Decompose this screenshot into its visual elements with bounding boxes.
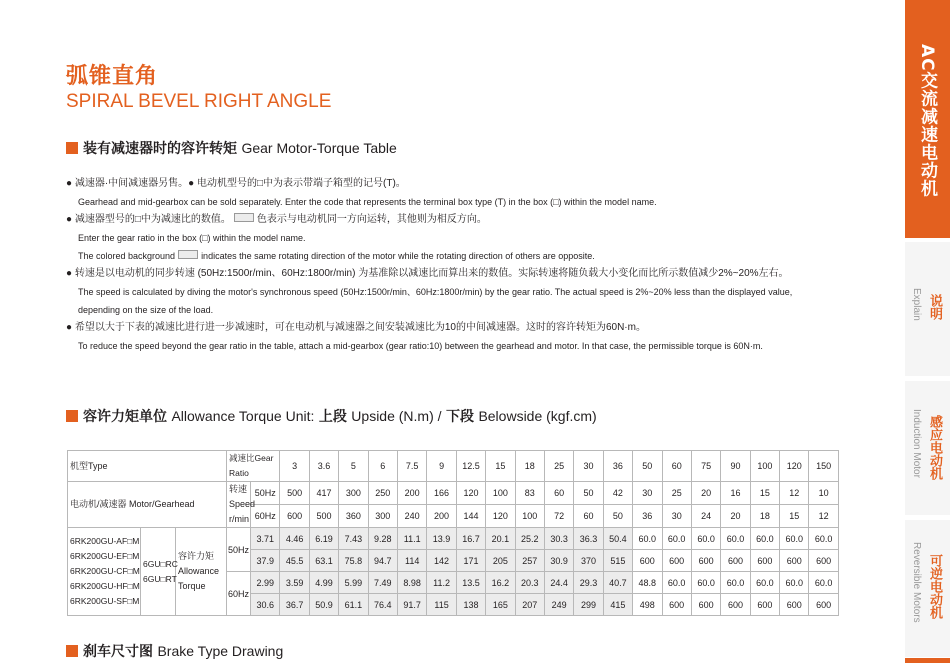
torque-cell: 16.7 [456,528,485,550]
speed-cell: 500 [280,482,309,505]
speed-cell: 83 [515,482,544,505]
ratio-cell: 15 [486,451,515,482]
torque-cell: 5.99 [339,572,368,594]
note-3-en1: The speed is calculated by diving the motor's synchronous speed (50Hz:1500r/min、60Hz:1800r/min) by the gear ratio. The actual speed is 2%~20% less than the displayed value, [78,287,793,297]
speed-cell: 200 [397,482,426,505]
header-speed: 转速Speed r/min [227,482,251,528]
torque-cell: 600 [809,594,838,616]
torque-cell: 370 [574,550,603,572]
section-title-zh: 容许力矩单位 [83,409,167,425]
ratio-cell: 100 [750,451,779,482]
torque-cell: 13.9 [427,528,456,550]
speed-cell: 144 [456,505,485,528]
section-allowance-torque [66,407,597,426]
torque-cell: 24.4 [544,572,573,594]
torque-cell: 415 [603,594,632,616]
speed-cell: 12 [780,482,809,505]
torque-cell: 30.9 [544,550,573,572]
torque-cell: 20.3 [515,572,544,594]
note-4-zh: ● 希望以大于下表的减速比进行进一步减速时，可在电动机与减速器之间安装减速比为10的中间减速器。这时的容许转矩为60N·m。 [66,322,646,333]
torque-cell: 30.3 [544,528,573,550]
torque-cell: 16.2 [486,572,515,594]
speed-cell: 120 [486,505,515,528]
torque-cell: 75.8 [339,550,368,572]
speed-cell: 166 [427,482,456,505]
torque-cell: 249 [544,594,573,616]
side-tab-ac-motor[interactable] [905,0,950,238]
ratio-cell: 3 [280,451,309,482]
torque-cell: 138 [456,594,485,616]
torque-cell: 60.0 [721,572,750,594]
torque-cell: 37.9 [251,550,280,572]
speed-cell: 60 [574,505,603,528]
speed-cell: 300 [339,482,368,505]
torque-cell: 8.98 [397,572,426,594]
torque-cell: 600 [809,550,838,572]
torque-cell: 207 [515,594,544,616]
torque-cell: 600 [721,594,750,616]
torque-cell: 91.7 [397,594,426,616]
page-title-en: SPIRAL BEVEL RIGHT ANGLE [66,91,332,112]
header-allowance-torque: 容许力矩 Allowance Torque [176,528,227,616]
page-title-zh: 弧锥直角 [66,64,159,89]
torque-cell: 11.2 [427,572,456,594]
torque-cell: 142 [427,550,456,572]
note-3-zh: ● 转速是以电动机的同步转速 (50Hz:1500r/min、60Hz:1800r/min) 为基准除以减速比而算出来的数值。实际转速将随负载大小变化而比所示数值减少2%~20%左右。 [66,268,789,279]
belowside-unit: Belowside (kgf.cm) [478,408,597,424]
note-2-zh-b: 色表示与电动机同一方向运转，其他则为相反方向。 [256,214,487,225]
ratio-cell: 9 [427,451,456,482]
belowside-label: 下段 [445,409,474,425]
speed-cell: 18 [750,505,779,528]
table-row-ratio [68,451,839,482]
torque-cell: 60.0 [750,528,779,550]
square-bullet-icon [66,142,78,154]
ratio-cell: 150 [809,451,838,482]
side-tab-label-zh: 说明 [927,294,942,320]
torque-50hz-label: 50Hz [227,528,251,572]
note-2-zh [66,211,856,229]
speed-cell: 42 [603,482,632,505]
speed-cell: 417 [309,482,338,505]
speed-cell: 25 [662,482,691,505]
speed-cell: 300 [368,505,397,528]
color-swatch-icon [234,213,254,222]
torque-cell: 11.1 [397,528,426,550]
square-bullet-icon [66,645,78,657]
header-gear-ratio: 减速比Gear Ratio [227,451,280,482]
torque-cell: 4.46 [280,528,309,550]
torque-cell: 600 [750,550,779,572]
speed-cell: 600 [280,505,309,528]
torque-cell: 600 [750,594,779,616]
torque-cell: 515 [603,550,632,572]
torque-cell: 60.0 [691,528,720,550]
speed-cell: 200 [427,505,456,528]
header-type: 机型Type [68,451,227,482]
section-title-zh: 装有减速器时的容许转矩 [83,141,237,157]
ratio-cell: 120 [780,451,809,482]
side-tab-label-en: Induction Motor [911,409,922,478]
torque-cell: 36.7 [280,594,309,616]
ratio-cell: 3.6 [309,451,338,482]
speed-cell: 24 [691,505,720,528]
gearhead-models: 6GU□RC 6GU□RT [141,528,176,616]
section-gear-motor-torque [66,139,397,158]
side-tab-explain[interactable] [905,242,950,376]
note-2-en1: Enter the gear ratio in the box (□) within the model name. [78,233,306,243]
speed-cell: 100 [515,505,544,528]
torque-cell: 60.0 [662,572,691,594]
ratio-cell: 60 [662,451,691,482]
torque-cell: 25.2 [515,528,544,550]
torque-cell: 29.3 [574,572,603,594]
torque-cell: 13.5 [456,572,485,594]
torque-cell: 45.5 [280,550,309,572]
speed-cell: 36 [633,505,662,528]
upside-unit: Upside (N.m) / [351,408,442,424]
ratio-cell: 12.5 [456,451,485,482]
ratio-cell: 7.5 [397,451,426,482]
torque-cell: 60.0 [750,572,779,594]
speed-cell: 20 [691,482,720,505]
speed-cell: 120 [456,482,485,505]
side-tab-label-zh: 可逆电动机 [927,554,942,619]
speed-cell: 60 [544,482,573,505]
speed-cell: 360 [339,505,368,528]
torque-cell: 205 [486,550,515,572]
note-2-en2 [66,247,856,265]
section-title-en: Gear Motor-Torque Table [241,140,397,156]
torque-cell: 60.0 [809,572,838,594]
section-title-en: Brake Type Drawing [157,643,284,659]
torque-cell: 48.8 [633,572,662,594]
note-2-en2-a: The colored background [78,251,176,261]
side-tab-label-en: Explain [911,288,922,321]
table-row-t50-nm [68,528,839,550]
speed-cell: 12 [809,505,838,528]
ratio-cell: 36 [603,451,632,482]
speed-cell: 30 [662,505,691,528]
torque-cell: 76.4 [368,594,397,616]
section-title-en: Allowance Torque Unit: [171,408,315,424]
torque-cell: 60.0 [633,528,662,550]
header-60hz: 60Hz [251,505,280,528]
torque-cell: 7.43 [339,528,368,550]
torque-cell: 60.0 [691,572,720,594]
torque-cell: 30.6 [251,594,280,616]
speed-cell: 10 [809,482,838,505]
torque-cell: 61.1 [339,594,368,616]
speed-cell: 15 [750,482,779,505]
torque-cell: 165 [486,594,515,616]
torque-cell: 40.7 [603,572,632,594]
speed-cell: 240 [397,505,426,528]
note-1-zh: ● 减速器·中间减速器另售。● 电动机型号的□中为表示带端子箱型的记号(T)。 [66,178,406,189]
torque-cell: 6.19 [309,528,338,550]
side-tab-reversible[interactable] [905,520,950,657]
torque-cell: 498 [633,594,662,616]
square-bullet-icon [66,410,78,422]
torque-60hz-label: 60Hz [227,572,251,616]
header-motor-gearhead: 电动机/减速器 Motor/Gearhead [68,482,227,528]
torque-cell: 4.99 [309,572,338,594]
torque-cell: 600 [721,550,750,572]
side-tab-bottom-bar [905,658,950,663]
speed-cell: 30 [633,482,662,505]
speed-cell: 20 [721,505,750,528]
torque-cell: 60.0 [721,528,750,550]
torque-cell: 171 [456,550,485,572]
notes-block [66,175,856,355]
note-4-en: To reduce the speed beyond the gear ratio in the table, attach a mid-gearbox (gear ratio:10) between the gearhead and motor. In that case, the permissible torque is 60N·m. [78,341,763,351]
torque-cell: 600 [780,550,809,572]
torque-cell: 3.71 [251,528,280,550]
torque-cell: 50.4 [603,528,632,550]
section-title-zh: 刹车尺寸图 [83,644,153,660]
color-swatch-icon [178,250,198,259]
speed-cell: 50 [574,482,603,505]
side-tab-label-en: Reversible Motors [911,542,922,623]
section-brake-drawing [66,642,283,661]
ratio-cell: 30 [574,451,603,482]
note-3-en2: depending on the size of the load. [78,305,214,315]
torque-cell: 257 [515,550,544,572]
torque-cell: 20.1 [486,528,515,550]
torque-cell: 600 [691,550,720,572]
speed-cell: 500 [309,505,338,528]
torque-cell: 50.9 [309,594,338,616]
torque-cell: 60.0 [780,528,809,550]
torque-cell: 60.0 [809,528,838,550]
note-1-en: Gearhead and mid-gearbox can be sold separately. Enter the code that represents the terminal box type (T) in the box (□) within the model name. [78,197,657,207]
side-tab-induction[interactable] [905,381,950,515]
note-2-zh-a: ● 减速器型号的□中为减速比的数值。 [66,214,231,225]
header-50hz: 50Hz [251,482,280,505]
side-tab-label: AC交流减速电动机 [917,44,937,198]
speed-cell: 100 [486,482,515,505]
motor-models: 6RK200GU-AF□M 6RK200GU-EF□M 6RK200GU-CF□M 6RK200GU-HF□M 6RK200GU-SF□M [68,528,141,616]
ratio-cell: 50 [633,451,662,482]
torque-cell: 60.0 [780,572,809,594]
torque-cell: 115 [427,594,456,616]
side-tab-label-zh: 感应电动机 [927,415,942,480]
torque-table [67,450,839,616]
ratio-cell: 6 [368,451,397,482]
torque-cell: 9.28 [368,528,397,550]
ratio-cell: 18 [515,451,544,482]
torque-cell: 63.1 [309,550,338,572]
torque-cell: 600 [662,594,691,616]
torque-cell: 299 [574,594,603,616]
speed-cell: 16 [721,482,750,505]
torque-cell: 36.3 [574,528,603,550]
note-2-en2-b: indicates the same rotating direction of the motor while the rotating direction of others are opposite. [201,251,595,261]
torque-cell: 114 [397,550,426,572]
torque-cell: 94.7 [368,550,397,572]
upside-label: 上段 [318,409,347,425]
speed-cell: 50 [603,505,632,528]
torque-cell: 60.0 [662,528,691,550]
torque-cell: 600 [780,594,809,616]
ratio-cell: 25 [544,451,573,482]
torque-cell: 600 [662,550,691,572]
torque-cell: 3.59 [280,572,309,594]
torque-cell: 600 [691,594,720,616]
torque-cell: 7.49 [368,572,397,594]
speed-cell: 15 [780,505,809,528]
ratio-cell: 90 [721,451,750,482]
ratio-cell: 5 [339,451,368,482]
ratio-cell: 75 [691,451,720,482]
speed-cell: 72 [544,505,573,528]
table-row-speed50 [68,482,839,505]
torque-cell: 600 [633,550,662,572]
torque-cell: 2.99 [251,572,280,594]
speed-cell: 250 [368,482,397,505]
